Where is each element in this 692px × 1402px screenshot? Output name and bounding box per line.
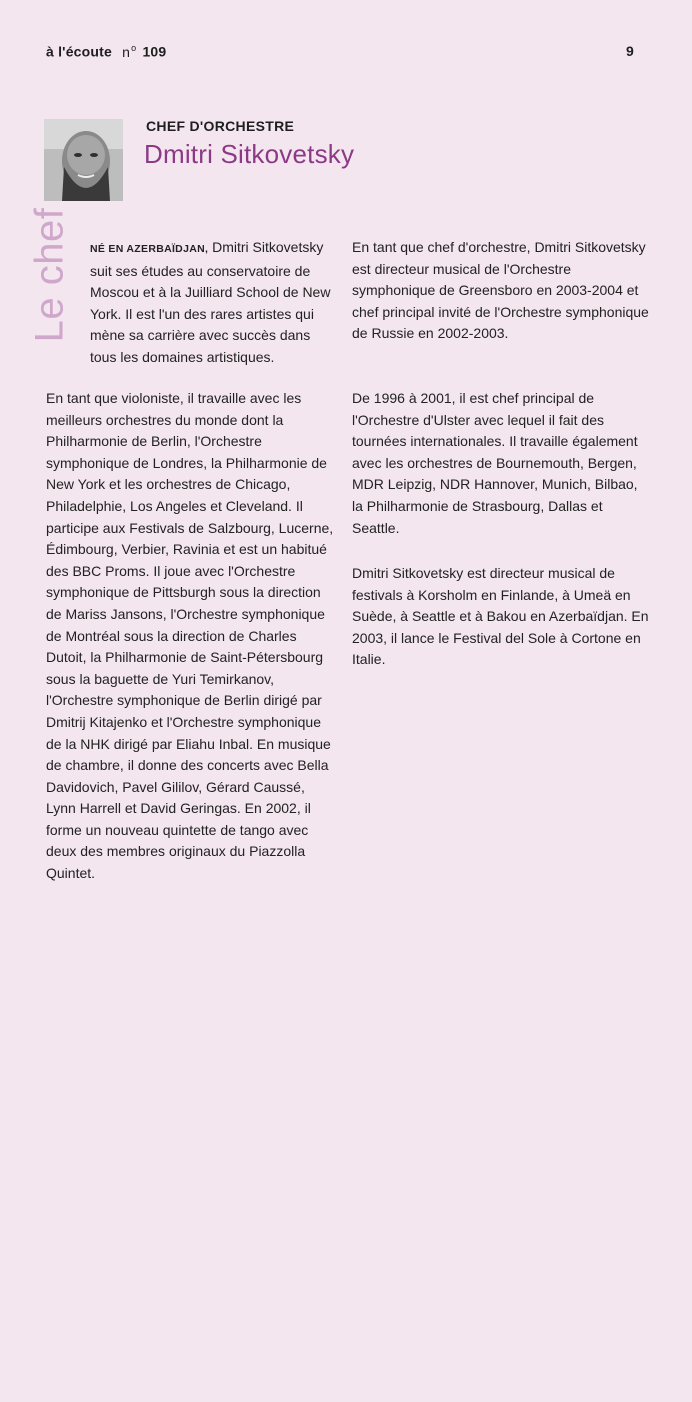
side-label	[27, 205, 72, 345]
paragraph-text: Dmitri Sitkovetsky suit ses études au conservatoire de Moscou et à la Juilliard School de New York. Il est l'un des rares artistes qui mène sa carrière avec succès dans tous les domaines artistiques.	[90, 239, 331, 365]
portrait-photo	[44, 119, 123, 201]
role-heading: CHEF D'ORCHESTRE	[146, 118, 295, 134]
portrait-photo-icon	[44, 119, 123, 201]
section-title: à l'écoute	[46, 43, 113, 60]
paragraph-lead: NÉ EN AZERBAÏDJAN,	[90, 243, 209, 255]
paragraph-ulster: De 1996 à 2001, il est chef principal de l'Orchestre d'Ulster avec lequel il fait des tournées internationales. Il travaille également avec les orchestres de Bournemouth, Bergen, MDR Leipzig, NDR Hannover, Munich, Bilbao, la Philharmonie de Strasbourg, Dallas et Seattle.	[352, 390, 638, 536]
issue-number: 109	[142, 43, 167, 60]
person-name: Dmitri Sitkovetsky	[144, 139, 355, 169]
page-number: 9	[626, 43, 634, 59]
paragraph-conductor: En tant que chef d'orchestre, Dmitri Sitkovetsky est directeur musical de l'Orchestre symphonique de Greensboro en 2003-2004 et chef principal invité de l'Orchestre symphonique de Russie en 2002-2003.	[352, 239, 649, 342]
paragraph-festivals: Dmitri Sitkovetsky est directeur musical de festivals à Korsholm en Finlande, à Umeä en Suède, à Seattle et à Bakou en Azerbaïdjan. En 2003, il lance le Festival del Sole à Cortone en Italie.	[352, 565, 649, 668]
side-label-text: Le chef	[27, 207, 72, 343]
issue-number-sup: o	[131, 43, 137, 53]
running-header	[46, 43, 166, 60]
issue-number-prefix: n	[122, 43, 131, 60]
paragraph-violinist: En tant que violoniste, il travaille avec les meilleurs orchestres du monde dont la Philharmonie de Berlin, l'Orchestre symphonique de Londres, la Philharmonie de New York et les orchestres de Chicago, Philadelphie, Los Angeles et Cleveland. Il participe aux Festivals de Salzbourg, Lucerne, Édimbourg, Verbier, Ravinia et est un habitué des BBC Proms. Il joue avec l'Orchestre symphonique de Pittsburgh sous la direction de Mariss Jansons, l'Orchestre symphonique de Montréal sous la direction de Charles Dutoit, la Philharmonie de Saint-Pétersbourg sous la baguette de Yuri Temirkanov, l'Orchestre symphonique de Berlin dirigé par Dmitrij Kitajenko et l'Orchestre symphonique de la NHK dirigé par Eliahu Inbal. En musique de chambre, il donne des concerts avec Bella Davidovich, Pavel Gililov, Gérard Caussé, Lynn Harrell et David Geringas. En 2002, il forme un nouveau quintette de tango avec deux des membres originaux du Piazzolla Quintet.	[46, 390, 334, 882]
paragraph-birth	[90, 237, 340, 369]
